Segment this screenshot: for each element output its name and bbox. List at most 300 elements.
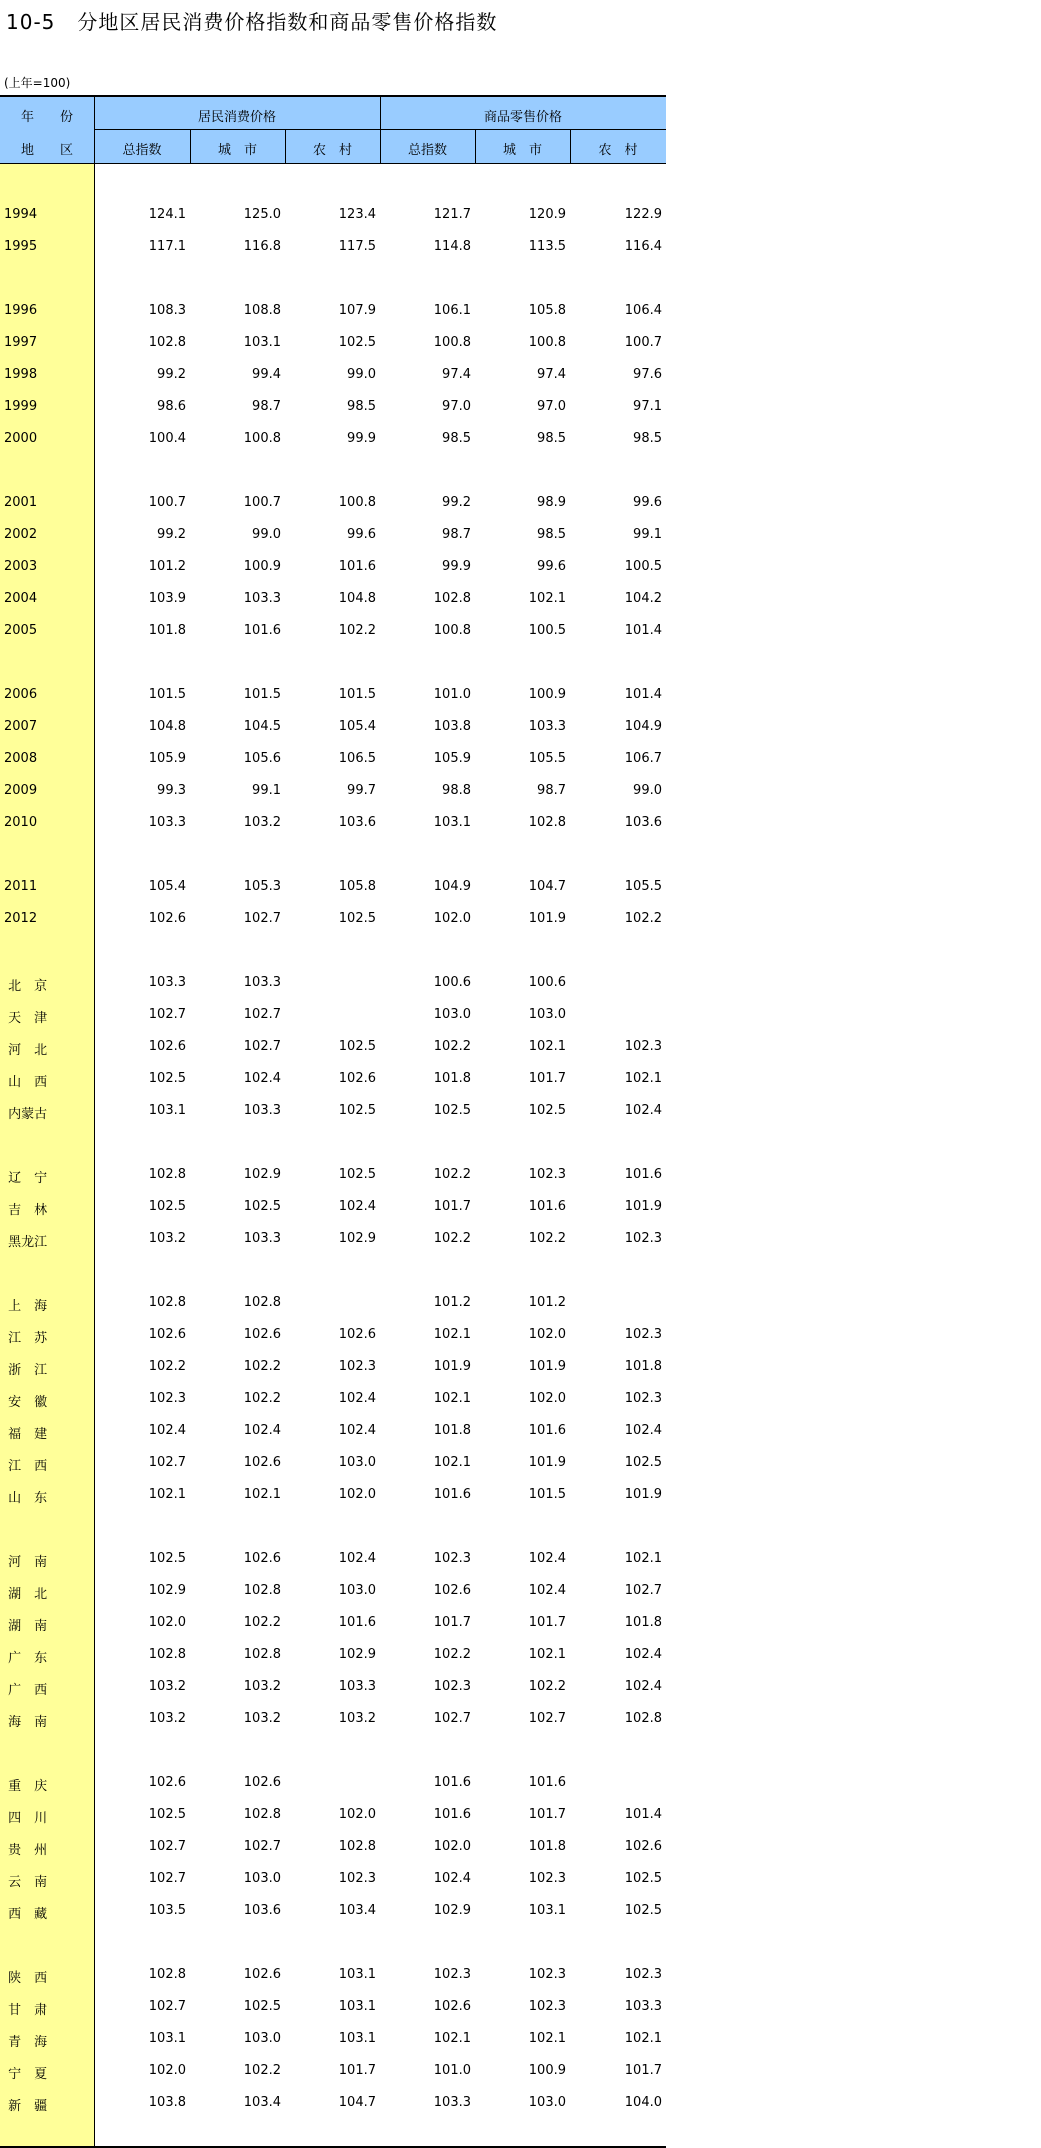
sub-header-cpi-total: 总指数 [122,143,162,158]
table-cell: 117.5 [338,239,376,254]
table-cell: 102.8 [338,1839,376,1854]
row-label: 2011 [4,879,38,894]
table-cell: 102.0 [148,2063,186,2078]
table-cell: 102.8 [243,1295,281,1310]
row-label: 2008 [4,751,38,766]
table-row [0,1385,666,1409]
table-cell: 102.6 [338,1071,376,1086]
row-label: 1999 [4,399,38,414]
table-cell: 122.9 [624,207,662,222]
table-cell: 105.5 [624,879,662,894]
table-cell: 102.4 [338,1199,376,1214]
table-cell: 98.8 [442,783,471,798]
table-cell: 103.1 [338,1999,376,2014]
table-cell: 102.1 [433,1391,471,1406]
row-label: 2009 [4,783,38,798]
row-label: 1996 [4,303,38,318]
table-cell: 104.7 [528,879,566,894]
table-cell: 97.0 [537,399,566,414]
table-cell: 108.8 [243,303,281,318]
row-label: 新 疆 [4,2099,48,2114]
table-cell: 101.5 [148,687,186,702]
table-cell: 102.2 [433,1231,471,1246]
table-cell: 101.2 [148,559,186,574]
table-cell: 102.7 [243,1839,281,1854]
table-cell: 102.2 [243,1391,281,1406]
row-label: 黑龙江 [4,1235,48,1250]
table-cell: 102.6 [148,1775,186,1790]
table-cell: 100.8 [528,335,566,350]
table-cell: 102.3 [433,1679,471,1694]
table-row [0,1577,666,1601]
table-cell: 102.7 [243,1039,281,1054]
table-row [0,1609,666,1633]
table-cell: 102.5 [338,335,376,350]
table-cell: 102.5 [338,1167,376,1182]
table-cell: 102.6 [148,911,186,926]
table-cell: 104.7 [338,2095,376,2110]
table-cell: 102.7 [148,1007,186,1022]
table-cell: 102.7 [243,1007,281,1022]
table-cell: 102.8 [148,335,186,350]
table-cell: 99.3 [157,783,186,798]
table-cell: 101.8 [148,623,186,638]
table-cell: 100.8 [243,431,281,446]
table-cell: 97.6 [633,367,662,382]
table-cell: 105.9 [433,751,471,766]
table-cell: 101.7 [528,1615,566,1630]
table-cell: 102.3 [433,1551,471,1566]
table-cell: 108.3 [148,303,186,318]
group-header-consumer-price: 居民消费价格 [197,110,276,125]
table-cell: 103.3 [243,1103,281,1118]
table-cell: 102.8 [148,1647,186,1662]
sub-header-cpi-rural: 农 村 [312,143,352,158]
page-title [6,6,497,35]
table-cell: 99.4 [252,367,281,382]
table-cell: 104.8 [338,591,376,606]
table-cell: 102.2 [433,1647,471,1662]
table-cell: 99.9 [347,431,376,446]
table-cell: 102.8 [624,1711,662,1726]
table-row [0,1161,666,1185]
table-cell: 102.1 [528,1647,566,1662]
table-cell: 103.1 [338,1967,376,1982]
table-cell: 106.4 [624,303,662,318]
table-cell: 103.0 [338,1455,376,1470]
table-cell: 102.2 [243,1615,281,1630]
table-cell: 102.8 [243,1647,281,1662]
table-cell: 103.6 [624,815,662,830]
row-label: 1998 [4,367,38,382]
stub-header-year: 年 份 [20,110,73,125]
table-cell: 105.5 [528,751,566,766]
table-cell: 103.0 [338,1583,376,1598]
row-label: 2010 [4,815,38,830]
table-row [0,1417,666,1441]
table-cell: 102.2 [433,1167,471,1182]
row-label: 北 京 [4,979,48,994]
table-cell: 102.5 [148,1807,186,1822]
table-row [0,1545,666,1569]
table-cell: 98.7 [537,783,566,798]
table-cell: 100.8 [338,495,376,510]
row-label: 云 南 [4,1875,48,1890]
table-cell: 102.0 [338,1807,376,1822]
table-row [0,2089,666,2113]
table-row [0,361,666,385]
table-cell: 101.6 [528,1775,566,1790]
table-cell: 102.5 [624,1871,662,1886]
table-cell: 114.8 [433,239,471,254]
row-label: 河 南 [4,1555,48,1570]
table-cell: 102.4 [624,1679,662,1694]
table-cell: 102.1 [433,1327,471,1342]
table-cell: 102.7 [148,1839,186,1854]
row-label: 1995 [4,239,38,254]
table-cell: 101.6 [528,1423,566,1438]
table-cell: 102.1 [624,1071,662,1086]
table-cell: 103.0 [528,2095,566,2110]
table-cell: 104.8 [148,719,186,734]
table-cell: 103.0 [433,1007,471,1022]
table-cell: 99.0 [252,527,281,542]
table-cell: 102.4 [338,1423,376,1438]
table-cell: 107.9 [338,303,376,318]
row-label: 山 西 [4,1075,48,1090]
table-row [0,489,666,513]
table-row [0,1993,666,2017]
table-cell: 100.7 [148,495,186,510]
table-cell: 102.5 [624,1903,662,1918]
table-cell: 103.1 [433,815,471,830]
table-cell: 117.1 [148,239,186,254]
row-label: 1997 [4,335,38,350]
table-cell: 102.2 [528,1231,566,1246]
table-row [0,1353,666,1377]
table-row [0,1673,666,1697]
table-cell: 103.6 [338,815,376,830]
table-row [0,425,666,449]
row-label: 西 藏 [4,1907,48,1922]
table-cell: 102.0 [433,1839,471,1854]
table-cell: 105.4 [338,719,376,734]
table-cell: 102.4 [338,1551,376,1566]
table-cell: 98.7 [252,399,281,414]
price-index-table [0,95,666,2148]
sub-header-rpi-rural: 农 村 [598,143,638,158]
table-cell: 100.4 [148,431,186,446]
row-label: 浙 江 [4,1363,48,1378]
table-cell: 104.2 [624,591,662,606]
table-cell: 102.3 [624,1039,662,1054]
table-cell: 102.5 [338,911,376,926]
table-cell: 102.6 [243,1327,281,1342]
table-cell: 103.5 [148,1903,186,1918]
sub-header-rpi-total: 总指数 [407,143,447,158]
table-cell: 102.5 [243,1199,281,1214]
table-cell: 101.7 [433,1199,471,1214]
table-cell: 102.1 [624,2031,662,2046]
table-cell: 103.3 [433,2095,471,2110]
table-cell: 99.2 [442,495,471,510]
table-cell: 103.2 [148,1711,186,1726]
row-label: 重 庆 [4,1779,48,1794]
table-cell: 102.8 [243,1807,281,1822]
table-cell: 103.2 [243,1679,281,1694]
table-row [0,1641,666,1665]
table-row [0,1289,666,1313]
table-cell: 104.5 [243,719,281,734]
table-cell: 100.5 [528,623,566,638]
table-row [0,1225,666,1249]
table-row [0,297,666,321]
table-row [0,1321,666,1345]
table-cell: 102.8 [148,1167,186,1182]
table-row [0,329,666,353]
row-label: 山 东 [4,1491,48,1506]
table-cell: 101.9 [624,1199,662,1214]
row-label: 2005 [4,623,38,638]
table-cell: 102.7 [433,1711,471,1726]
table-cell: 100.7 [243,495,281,510]
table-cell: 116.8 [243,239,281,254]
unit-note: (上年=100) [4,76,71,90]
table-cell: 102.0 [528,1327,566,1342]
table-cell: 102.8 [528,815,566,830]
row-label: 广 西 [4,1683,48,1698]
table-cell: 100.8 [433,623,471,638]
table-cell: 97.1 [633,399,662,414]
table-cell: 103.8 [433,719,471,734]
table-cell: 101.6 [624,1167,662,1182]
table-cell: 101.6 [433,1487,471,1502]
table-row [0,2025,666,2049]
table-cell: 102.5 [624,1455,662,1470]
table-cell: 102.0 [148,1615,186,1630]
table-cell: 101.4 [624,687,662,702]
row-label: 天 津 [4,1011,48,1026]
table-cell: 101.5 [338,687,376,702]
table-cell: 102.5 [433,1103,471,1118]
row-label: 江 西 [4,1459,48,1474]
table-cell: 102.7 [624,1583,662,1598]
table-row [0,1705,666,1729]
table-row [0,553,666,577]
group-header-retail-price: 商品零售价格 [483,110,562,125]
row-label: 江 苏 [4,1331,48,1346]
table-cell: 102.8 [148,1295,186,1310]
table-cell: 102.9 [433,1903,471,1918]
row-label: 四 川 [4,1811,48,1826]
sub-header-rpi-urban: 城 市 [502,143,542,158]
table-cell: 101.9 [624,1487,662,1502]
table-cell: 101.5 [528,1487,566,1502]
row-label: 2002 [4,527,38,542]
table-cell: 102.2 [148,1359,186,1374]
table-cell: 102.8 [148,1967,186,1982]
table-cell: 103.4 [243,2095,281,2110]
table-cell: 102.5 [338,1103,376,1118]
table-cell: 99.1 [252,783,281,798]
table-cell: 97.4 [442,367,471,382]
table-row [0,777,666,801]
table-cell: 98.7 [442,527,471,542]
table-cell: 102.5 [243,1999,281,2014]
table-cell: 99.9 [442,559,471,574]
row-label: 福 建 [4,1427,48,1442]
table-header [0,95,666,164]
table-cell: 102.2 [624,911,662,926]
table-cell: 113.5 [528,239,566,254]
table-row [0,233,666,257]
table-cell: 102.3 [338,1871,376,1886]
table-cell: 97.4 [537,367,566,382]
table-cell: 125.0 [243,207,281,222]
table-cell: 102.3 [433,1967,471,1982]
row-label: 2007 [4,719,38,734]
table-cell: 102.1 [433,2031,471,2046]
table-cell: 102.1 [528,2031,566,2046]
table-cell: 100.7 [624,335,662,350]
table-cell: 100.6 [528,975,566,990]
table-row [0,201,666,225]
table-cell: 102.5 [148,1551,186,1566]
table-cell: 101.6 [433,1775,471,1790]
table-cell: 102.2 [433,1039,471,1054]
table-row [0,1193,666,1217]
table-cell: 102.6 [433,1583,471,1598]
row-label: 湖 南 [4,1619,48,1634]
table-cell: 106.7 [624,751,662,766]
table-cell: 101.0 [433,2063,471,2078]
table-cell: 102.2 [243,1359,281,1374]
table-row [0,1961,666,1985]
table-cell: 102.7 [528,1711,566,1726]
table-cell: 102.5 [148,1199,186,1214]
table-cell: 103.0 [243,2031,281,2046]
table-row [0,713,666,737]
table-cell: 99.2 [157,367,186,382]
table-cell: 99.0 [633,783,662,798]
table-row [0,873,666,897]
table-cell: 105.3 [243,879,281,894]
table-row [0,1897,666,1921]
table-cell: 102.3 [528,1167,566,1182]
table-cell: 99.6 [347,527,376,542]
table-cell: 104.9 [624,719,662,734]
table-cell: 102.3 [624,1391,662,1406]
table-cell: 101.9 [433,1359,471,1374]
row-label: 湖 北 [4,1587,48,1602]
table-row [0,1001,666,1025]
table-row [0,1449,666,1473]
table-cell: 101.4 [624,623,662,638]
table-cell: 102.2 [528,1679,566,1694]
table-cell: 103.1 [243,335,281,350]
table-cell: 100.8 [433,335,471,350]
table-cell: 98.5 [537,431,566,446]
table-cell: 101.6 [338,1615,376,1630]
table-cell: 101.7 [433,1615,471,1630]
table-cell: 102.3 [528,1999,566,2014]
stub-header-region: 地 区 [20,143,73,158]
row-label: 海 南 [4,1715,48,1730]
table-cell: 103.1 [528,1903,566,1918]
table-cell: 121.7 [433,207,471,222]
table-cell: 102.9 [338,1647,376,1662]
table-cell: 102.5 [338,1039,376,1054]
row-label: 陕 西 [4,1971,48,1986]
sub-header-cpi-urban: 城 市 [217,143,257,158]
table-cell: 97.0 [442,399,471,414]
table-cell: 104.9 [433,879,471,894]
table-cell: 103.2 [338,1711,376,1726]
table-cell: 102.6 [243,1967,281,1982]
table-row [0,745,666,769]
row-label: 吉 林 [4,1203,48,1218]
table-cell: 100.9 [528,2063,566,2078]
table-cell: 100.9 [528,687,566,702]
table-cell: 102.4 [243,1071,281,1086]
table-cell: 101.6 [243,623,281,638]
table-cell: 102.8 [433,591,471,606]
table-cell: 120.9 [528,207,566,222]
table-cell: 103.3 [148,815,186,830]
table-cell: 100.6 [433,975,471,990]
table-row [0,1481,666,1505]
table-cell: 101.8 [528,1839,566,1854]
table-cell: 101.9 [528,1455,566,1470]
table-cell: 101.9 [528,1359,566,1374]
table-cell: 100.9 [243,559,281,574]
table-cell: 102.9 [243,1167,281,1182]
table-cell: 99.7 [347,783,376,798]
table-cell: 102.5 [528,1103,566,1118]
table-cell: 101.4 [624,1807,662,1822]
table-cell: 101.2 [528,1295,566,1310]
table-cell: 102.1 [528,1039,566,1054]
table-cell: 102.9 [338,1231,376,1246]
table-cell: 102.7 [243,911,281,926]
table-row [0,617,666,641]
table-cell: 101.5 [243,687,281,702]
table-cell: 103.1 [338,2031,376,2046]
table-cell: 102.4 [624,1647,662,1662]
table-cell: 123.4 [338,207,376,222]
table-row [0,905,666,929]
table-cell: 106.1 [433,303,471,318]
table-cell: 102.3 [338,1359,376,1374]
table-body [0,164,666,2148]
table-cell: 103.2 [243,815,281,830]
table-cell: 101.8 [624,1359,662,1374]
table-cell: 99.6 [633,495,662,510]
table-cell: 102.6 [433,1999,471,2014]
table-cell: 98.5 [633,431,662,446]
table-cell: 102.4 [243,1423,281,1438]
table-cell: 99.2 [157,527,186,542]
table-cell: 102.7 [148,1999,186,2014]
table-cell: 102.4 [528,1583,566,1598]
table-cell: 105.4 [148,879,186,894]
row-label: 内蒙古 [4,1107,48,1122]
table-cell: 103.3 [243,975,281,990]
table-row [0,1833,666,1857]
table-cell: 103.6 [243,1903,281,1918]
table-cell: 102.4 [528,1551,566,1566]
table-row [0,521,666,545]
